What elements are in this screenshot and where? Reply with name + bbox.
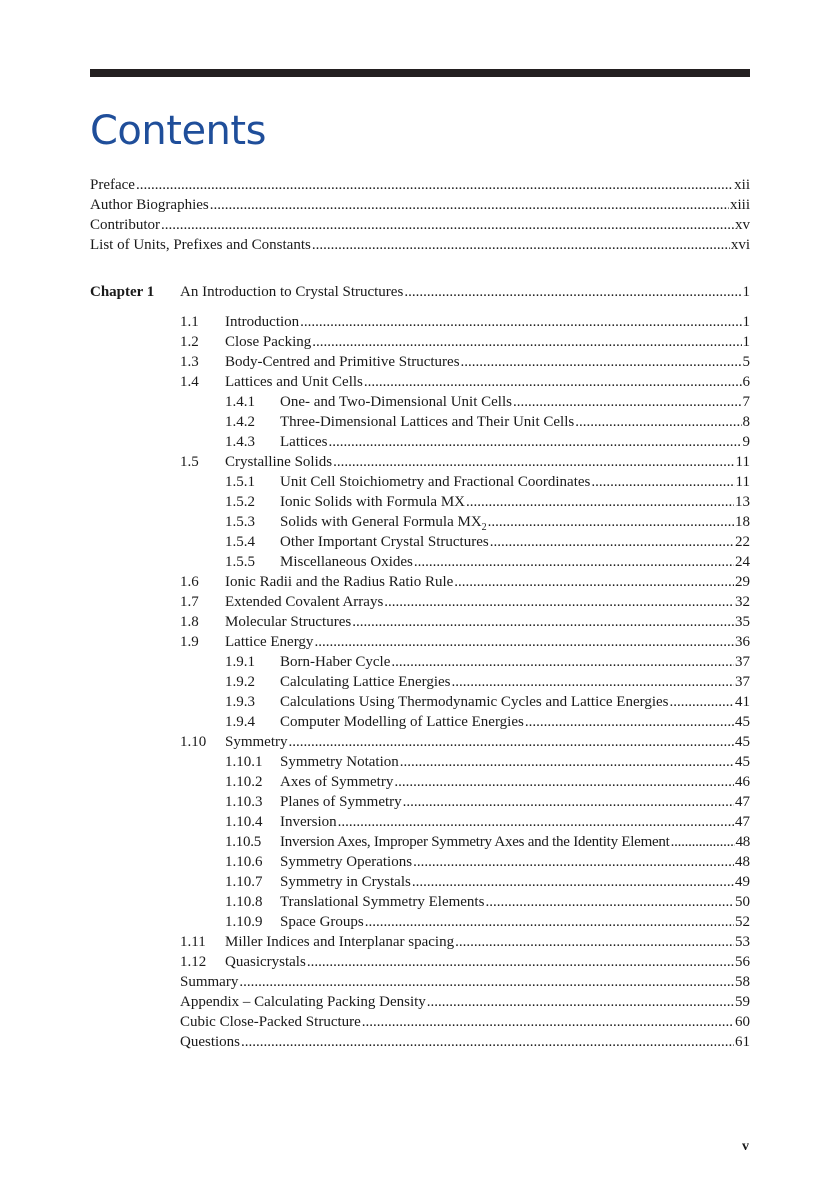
section-number: 1.12 [180, 954, 207, 970]
entry-page-number: 9 [742, 434, 750, 450]
dot-leader [400, 752, 734, 772]
entry-label-text: Miscellaneous Oxides [280, 554, 413, 570]
entry-label [225, 332, 311, 352]
entry-page-number: 49 [735, 874, 750, 890]
entry-page-number: 37 [735, 654, 750, 670]
toc-entry[interactable] [180, 1012, 750, 1032]
toc-entry[interactable] [225, 552, 750, 572]
entry-label [180, 992, 426, 1012]
toc-entry[interactable] [225, 812, 750, 832]
entry-label [280, 692, 669, 712]
entry-label [280, 792, 402, 812]
toc-entry[interactable] [225, 912, 750, 932]
section-number: 1.10 [180, 734, 207, 750]
section-number: 1.5.4 [225, 534, 255, 550]
entry-label-text: Symmetry Notation [280, 754, 399, 770]
section-number: 1.4 [180, 374, 199, 390]
entry-label [280, 492, 465, 512]
entry-label [225, 592, 383, 612]
entry-page-number: 41 [735, 694, 750, 710]
entry-label-text: Calculating Lattice Energies [280, 674, 451, 690]
entry-label [225, 612, 351, 632]
dot-leader [454, 572, 734, 592]
dot-leader [239, 972, 734, 992]
dot-leader [427, 992, 734, 1012]
entry-label [225, 732, 288, 752]
entry-page-number: 50 [735, 894, 750, 910]
dot-leader [591, 472, 734, 492]
toc-entry[interactable] [225, 852, 750, 872]
entry-label-text: Lattices [280, 434, 328, 450]
entry-page-number: 5 [742, 354, 750, 370]
entry-label [225, 572, 453, 592]
section-number: 1.9 [180, 634, 199, 650]
dot-leader [333, 452, 734, 472]
chapter-title: An Introduction to Crystal Structures [180, 284, 404, 300]
entry-page-number: 7 [742, 394, 750, 410]
entry-label-text: Inversion [280, 814, 337, 830]
section-number: 1.10.7 [225, 874, 263, 890]
dot-leader [328, 432, 741, 452]
dot-leader [394, 772, 734, 792]
entry-page-number: 58 [735, 974, 750, 990]
entry-label [280, 852, 412, 872]
toc-entry[interactable] [180, 972, 750, 992]
entry-page-number: xii [734, 177, 750, 193]
dot-leader [671, 832, 735, 852]
dot-leader [490, 532, 734, 552]
toc-entry[interactable] [225, 712, 750, 732]
section-number: 1.10.3 [225, 794, 263, 810]
section-number: 1.6 [180, 574, 199, 590]
entry-page-number: 32 [735, 594, 750, 610]
entry-label-text: Lattices and Unit Cells [225, 374, 363, 390]
entry-label [280, 392, 512, 412]
entry-label [225, 452, 332, 472]
toc-entry[interactable] [180, 1032, 750, 1052]
entry-label [90, 215, 160, 235]
entry-label-text: Introduction [225, 314, 300, 330]
entry-page-number: 11 [735, 474, 750, 490]
section-number: 1.10.6 [225, 854, 263, 870]
entry-label-text: Three-Dimensional Lattices and Their Unit Cells [280, 414, 575, 430]
toc-entry[interactable] [180, 352, 750, 372]
dot-leader [312, 332, 741, 352]
toc-entry[interactable] [180, 312, 750, 332]
entry-label-text: Miller Indices and Interplanar spacing [225, 934, 455, 950]
entry-page-number: 22 [735, 534, 750, 550]
section-number: 1.10.9 [225, 914, 263, 930]
entry-page-number: 56 [735, 954, 750, 970]
toc-entry[interactable] [225, 792, 750, 812]
toc-entry[interactable] [180, 592, 750, 612]
dot-leader [300, 312, 741, 332]
toc-entry[interactable] [225, 692, 750, 712]
entry-label [280, 832, 670, 852]
entry-label [225, 632, 313, 652]
dot-leader [364, 372, 742, 392]
section-number: 1.10.5 [225, 834, 261, 850]
toc-entry[interactable] [225, 472, 750, 492]
entry-page-number: 13 [735, 494, 750, 510]
entry-page-number: 29 [735, 574, 750, 590]
toc-entry[interactable] [180, 992, 750, 1012]
dot-leader [241, 1032, 734, 1052]
toc-entry[interactable] [180, 452, 750, 472]
entry-label [90, 175, 135, 195]
entry-label-text: Symmetry in Crystals [280, 874, 411, 890]
toc-entry[interactable] [90, 175, 750, 195]
entry-label [90, 235, 311, 255]
entry-label-text: Author Biographies [90, 197, 209, 213]
toc-entry[interactable] [180, 612, 750, 632]
toc-entry[interactable] [90, 195, 750, 215]
section-number: 1.10.4 [225, 814, 263, 830]
entry-label-text: Inversion Axes, Improper Symmetry Axes and the Identity Element [280, 834, 670, 850]
page-folio: v [742, 1139, 749, 1154]
entry-label [180, 972, 238, 992]
dot-leader [575, 412, 741, 432]
dot-leader [461, 352, 742, 372]
entry-label-text: Contributor [90, 217, 160, 233]
dot-leader [412, 872, 734, 892]
chapter-page-number: 1 [742, 284, 750, 300]
dot-leader [312, 235, 730, 255]
entry-label [225, 932, 454, 952]
entry-label-text: Space Groups [280, 914, 364, 930]
section-number: 1.11 [180, 934, 206, 950]
entry-label [90, 195, 209, 215]
section-number: 1.9.4 [225, 714, 255, 730]
entry-label [280, 412, 574, 432]
toc-entry[interactable] [225, 672, 750, 692]
entry-label-text: Born-Haber Cycle [280, 654, 391, 670]
toc-entry[interactable] [225, 432, 750, 452]
dot-leader [513, 392, 742, 412]
dot-leader [362, 1012, 734, 1032]
entry-label-text: Crystalline Solids [225, 454, 333, 470]
dot-leader [365, 912, 734, 932]
section-number: 1.2 [180, 334, 199, 350]
toc-entry[interactable] [90, 215, 750, 235]
entry-label-text: Computer Modelling of Lattice Energies [280, 714, 524, 730]
entry-label [280, 532, 489, 552]
section-number: 1.9.2 [225, 674, 255, 690]
entry-label-text: Extended Covalent Arrays [225, 594, 384, 610]
dot-leader [414, 552, 734, 572]
section-number: 1.7 [180, 594, 199, 610]
dot-leader [384, 592, 734, 612]
chapter-number: Chapter 1 [90, 284, 155, 300]
dot-leader [338, 812, 734, 832]
entry-label-text: One- and Two-Dimensional Unit Cells [280, 394, 512, 410]
entry-label-text: Appendix – Calculating Packing Density [180, 994, 426, 1010]
entry-label [280, 912, 364, 932]
entry-label-text: Body-Centred and Primitive Structures [225, 354, 460, 370]
chapter-title-entry[interactable] [180, 282, 750, 302]
entry-label [280, 892, 484, 912]
entry-label-text: Symmetry Operations [280, 854, 413, 870]
toc-entry[interactable] [225, 492, 750, 512]
section-number: 1.10.1 [225, 754, 263, 770]
entry-label [180, 1012, 361, 1032]
section-number: 1.10.2 [225, 774, 263, 790]
entry-label-text: Axes of Symmetry [280, 774, 394, 790]
entry-label-text: Cubic Close-Packed Structure [180, 1014, 361, 1030]
entry-label-text: Summary [180, 974, 239, 990]
entry-label-text: Solids with General Formula MX [280, 514, 482, 530]
entry-page-number: 45 [735, 714, 750, 730]
toc-entry[interactable] [180, 332, 750, 352]
section-number: 1.3 [180, 354, 199, 370]
dot-leader [525, 712, 734, 732]
entry-label-text: Other Important Crystal Structures [280, 534, 489, 550]
entry-page-number: 45 [735, 734, 750, 750]
toc-entry[interactable] [180, 572, 750, 592]
entry-page-number: 36 [735, 634, 750, 650]
section-number: 1.10.8 [225, 894, 263, 910]
dot-leader [314, 632, 734, 652]
entry-page-number: 45 [735, 754, 750, 770]
dot-leader [466, 492, 734, 512]
dot-leader [485, 892, 734, 912]
entry-page-number: 8 [742, 414, 750, 430]
dot-leader [670, 692, 734, 712]
toc-entry[interactable] [225, 532, 750, 552]
entry-label-text: Close Packing [225, 334, 312, 350]
entry-page-number: 24 [735, 554, 750, 570]
entry-label-text: Molecular Structures [225, 614, 352, 630]
entry-label-text: Quasicrystals [225, 954, 306, 970]
entry-page-number: 47 [735, 814, 750, 830]
entry-label [280, 472, 590, 492]
section-number: 1.5 [180, 454, 199, 470]
entry-page-number: 37 [735, 674, 750, 690]
entry-label-text: Translational Symmetry Elements [280, 894, 485, 910]
entry-label [280, 552, 413, 572]
toc-entry[interactable] [225, 752, 750, 772]
entry-page-number: 53 [735, 934, 750, 950]
toc-entry[interactable] [180, 952, 750, 972]
section-number: 1.1 [180, 314, 199, 330]
entry-page-number: xiii [729, 197, 750, 213]
toc-entry[interactable] [225, 892, 750, 912]
entry-label [280, 652, 390, 672]
entry-page-number: 6 [742, 374, 750, 390]
entry-label [280, 672, 451, 692]
entry-page-number: 59 [735, 994, 750, 1010]
entry-page-number: xv [735, 217, 750, 233]
formula-subscript: 2 [481, 522, 487, 533]
section-number: 1.5.2 [225, 494, 255, 510]
dot-leader [455, 932, 734, 952]
toc-entry[interactable] [225, 652, 750, 672]
dot-leader [210, 195, 729, 215]
section-number: 1.9.3 [225, 694, 255, 710]
top-rule [90, 69, 750, 77]
entry-label-text: Planes of Symmetry [280, 794, 402, 810]
page-title: Contents [90, 108, 266, 154]
entry-label-text: Unit Cell Stoichiometry and Fractional Coordinates [280, 474, 591, 490]
section-number: 1.4.2 [225, 414, 255, 430]
dot-leader [403, 792, 734, 812]
dot-leader [307, 952, 734, 972]
section-number: 1.5.5 [225, 554, 255, 570]
dot-leader [161, 215, 734, 235]
entry-label-text: Lattice Energy [225, 634, 314, 650]
entry-label [280, 872, 411, 892]
entry-label-text: Symmetry [225, 734, 288, 750]
entry-label [280, 712, 524, 732]
dot-leader [391, 652, 734, 672]
toc-entry[interactable] [180, 372, 750, 392]
toc-entry[interactable] [225, 392, 750, 412]
section-number: 1.9.1 [225, 654, 255, 670]
entry-page-number: 61 [735, 1034, 750, 1050]
entry-label-text: Ionic Solids with Formula MX [280, 494, 466, 510]
toc-entry[interactable] [225, 512, 750, 532]
entry-page-number: 18 [735, 514, 750, 530]
entry-label-text: List of Units, Prefixes and Constants [90, 237, 311, 253]
entry-page-number: 11 [735, 454, 750, 470]
entry-page-number: 46 [735, 774, 750, 790]
entry-label-text: Questions [180, 1034, 240, 1050]
section-number: 1.8 [180, 614, 199, 630]
entry-label-text: Preface [90, 177, 135, 193]
dot-leader [413, 852, 734, 872]
section-number: 1.4.1 [225, 394, 255, 410]
entry-page-number: 52 [735, 914, 750, 930]
toc-entry[interactable] [180, 932, 750, 952]
entry-label [280, 752, 399, 772]
section-number: 1.5.3 [225, 514, 255, 530]
dot-leader [136, 175, 733, 195]
entry-page-number: 1 [742, 334, 750, 350]
entry-page-number: 35 [735, 614, 750, 630]
entry-label [180, 1032, 240, 1052]
section-number: 1.5.1 [225, 474, 255, 490]
entry-label [225, 352, 460, 372]
entry-page-number: 1 [742, 314, 750, 330]
entry-label [225, 372, 363, 392]
section-number: 1.4.3 [225, 434, 255, 450]
entry-label-text: Ionic Radii and the Radius Ratio Rule [225, 574, 454, 590]
entry-page-number: xvi [730, 237, 750, 253]
entry-label [280, 512, 487, 532]
toc-entry[interactable] [225, 872, 750, 892]
entry-label [225, 312, 299, 332]
toc-entry[interactable] [180, 732, 750, 752]
entry-page-number: 60 [735, 1014, 750, 1030]
toc-entry[interactable] [90, 235, 750, 255]
entry-page-number: 48 [735, 854, 750, 870]
dot-leader [488, 512, 734, 532]
entry-label [280, 812, 337, 832]
entry-page-number: 48 [735, 834, 750, 850]
entry-label [280, 432, 327, 452]
entry-label-text: Calculations Using Thermodynamic Cycles and Lattice Energies [280, 694, 669, 710]
entry-label [280, 772, 393, 792]
toc-entry[interactable] [225, 412, 750, 432]
dot-leader [404, 282, 741, 302]
entry-page-number: 47 [735, 794, 750, 810]
toc-entry[interactable] [225, 772, 750, 792]
dot-leader [289, 732, 735, 752]
entry-label [225, 952, 306, 972]
dot-leader [352, 612, 734, 632]
toc-entry[interactable] [180, 632, 750, 652]
dot-leader [452, 672, 735, 692]
toc-entry[interactable] [225, 832, 750, 852]
